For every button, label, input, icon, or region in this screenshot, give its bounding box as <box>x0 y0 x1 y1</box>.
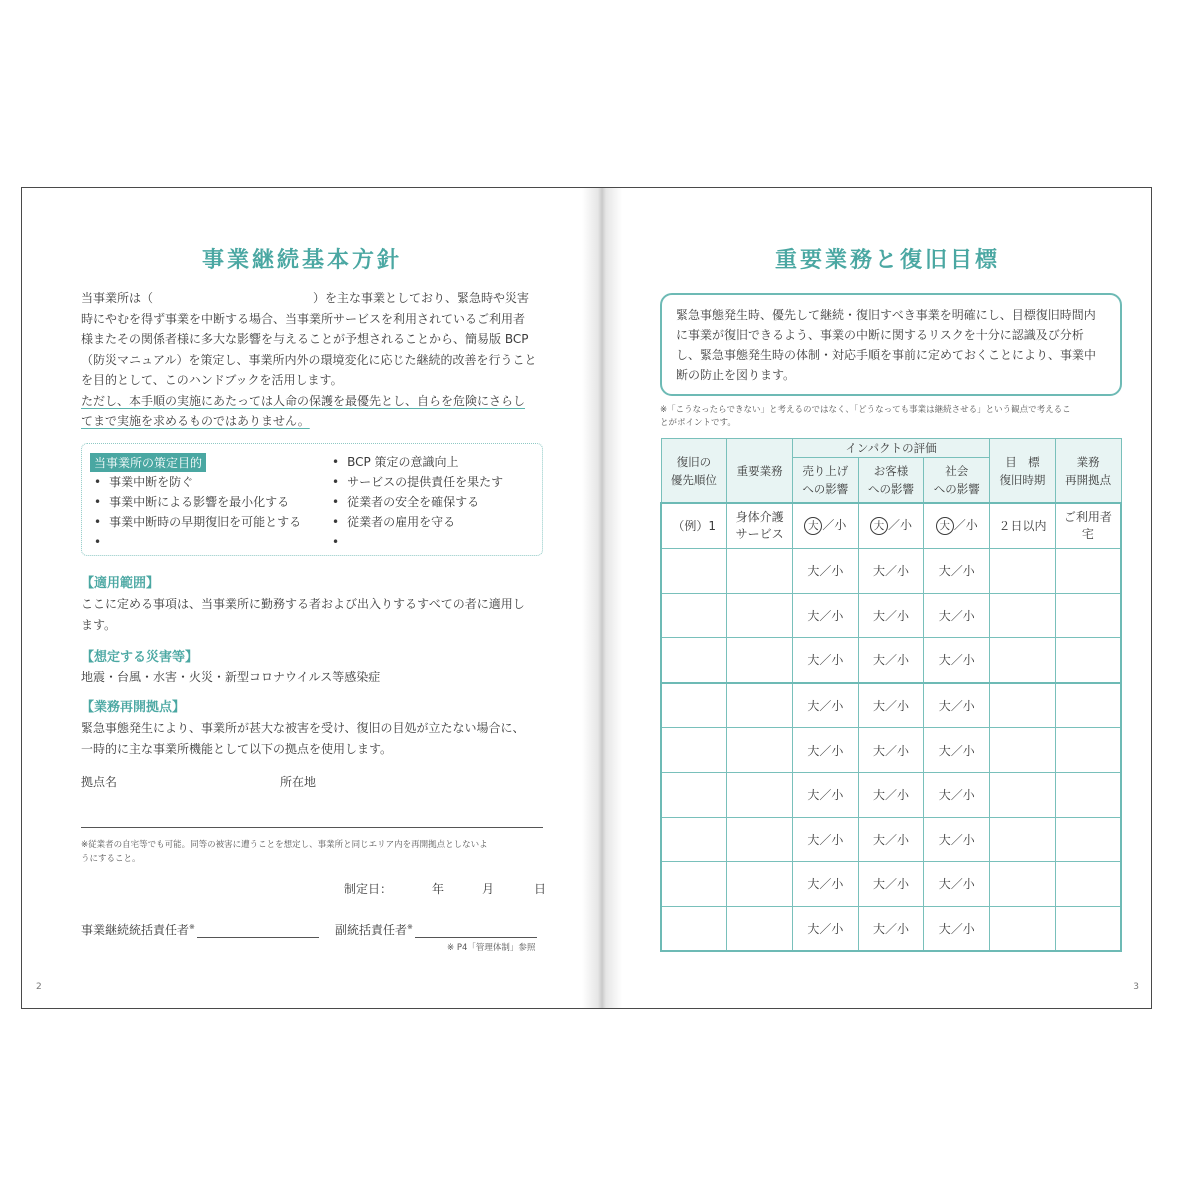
table-body <box>661 503 1121 951</box>
base-text: 緊急事態発生により、事業所が甚大な被害を受け、復旧の目処が立たない場合に、 一時的に主な事業所機能として以下の拠点を使用します。 <box>81 721 525 756</box>
task-cell[interactable] <box>727 683 793 728</box>
viewpoint-note: ※「こうなったらできない」と考えるのではなく、「どうなっても事業は継続させる」という観点で考えるこ とがポイントです。 <box>660 405 1071 428</box>
task-cell[interactable] <box>727 862 793 907</box>
purpose-item: • 事業中断による影響を最小化する <box>94 492 301 512</box>
scope-text: ここに定める事項は、当事業所に勤務する者および出入りするすべての者に適用し ます。 <box>81 597 525 632</box>
impact-customer-cell[interactable]: 大／小 <box>858 817 924 862</box>
table-row <box>661 593 1121 638</box>
table-row <box>661 906 1121 951</box>
table-row <box>661 683 1121 728</box>
priority-cell[interactable] <box>661 862 727 907</box>
year-label: 年 <box>432 882 445 896</box>
impact-sales-cell[interactable]: 大／小 <box>792 549 858 594</box>
impact-society-cell[interactable]: 大／小 <box>924 906 990 951</box>
impact-customer-cell[interactable]: 大／小 <box>858 638 924 683</box>
impact-customer-cell[interactable]: 大／小 <box>858 549 924 594</box>
priority-cell[interactable] <box>661 772 727 817</box>
task-cell[interactable] <box>727 772 793 817</box>
vice-manager-blank[interactable] <box>415 927 537 938</box>
recovery-target-table <box>660 438 1122 952</box>
intro-text: 当事業所は（ ）を主な事業としており、緊急時や災害 時にやむを得ず事業を中断する場合、当事業所サービスを利用されているご利用者 様またその関係者様に多大な影響を与えることが予想されることから、簡易版 BCP （防災マニュアル）を策定し、事業所内外の環境変化に応じた継続的改善を行うこと を目的として、このハンドブックを活用します。 ただし、本手順の実施にあたっては人命の保護を最優先とし、自らを危険にさらし てまで実施を求めるものではありません。 <box>81 288 543 432</box>
example-base: ご利用者 宅 <box>1055 503 1121 549</box>
purpose-item: • 事業中断時の早期復旧を可能とする <box>94 512 301 532</box>
purpose-item: • 従業者の雇用を守る <box>332 512 503 532</box>
purpose-item: • サービスの提供責任を果たす <box>332 472 503 492</box>
impact-sales-cell[interactable]: 大／小 <box>792 728 858 773</box>
manager-field[interactable]: 事業継続統括責任者※ <box>81 921 319 938</box>
base-cell[interactable] <box>1055 638 1121 683</box>
task-cell[interactable] <box>727 728 793 773</box>
header-impact-customer: お客様 への影響 <box>858 458 924 504</box>
impact-society-cell[interactable]: 大／小 <box>924 862 990 907</box>
impact-sales-cell[interactable]: 大／小 <box>792 862 858 907</box>
task-cell[interactable] <box>727 593 793 638</box>
impact-sales-cell[interactable]: 大／小 <box>792 906 858 951</box>
base-name-label: 拠点名 <box>81 775 118 789</box>
table-row <box>661 728 1121 773</box>
target-cell[interactable] <box>990 817 1056 862</box>
priority-cell[interactable] <box>661 593 727 638</box>
example-task: 身体介護 サービス <box>727 503 793 549</box>
target-cell[interactable] <box>990 772 1056 817</box>
purpose-item: • 従業者の安全を確保する <box>332 492 503 512</box>
task-cell[interactable] <box>727 549 793 594</box>
purpose-item: • 事業中断を防ぐ <box>94 472 301 492</box>
base-entry-line[interactable] <box>81 827 543 828</box>
base-note: ※従業者の自宅等でも可能。同等の被害に遭うことを想定し、事業所と同じエリア内を再開拠点としないよ うにすること。 <box>81 840 488 864</box>
header-impact-society: 社会 への影響 <box>924 458 990 504</box>
base-cell[interactable] <box>1055 593 1121 638</box>
task-cell[interactable] <box>727 638 793 683</box>
date-label: 制定日： <box>344 882 393 896</box>
table-row <box>661 772 1121 817</box>
page-number: 3 <box>1133 982 1139 992</box>
task-cell[interactable] <box>727 817 793 862</box>
table-row <box>661 862 1121 907</box>
circled-option: 大 <box>936 517 954 535</box>
caution-line: てまで実施を求めるものではありません。 <box>81 414 310 428</box>
open-booklet <box>21 187 1152 1009</box>
purpose-item-blank[interactable] <box>94 532 301 552</box>
book-spine <box>582 188 622 1008</box>
circled-option: 大 <box>804 517 822 535</box>
purpose-list-1 <box>94 472 301 552</box>
header-impact-sales: 売り上げ への影響 <box>792 458 858 504</box>
header-base: 業務 再開拠点 <box>1055 439 1121 504</box>
base-cell[interactable] <box>1055 728 1121 773</box>
base-cell[interactable] <box>1055 817 1121 862</box>
header-task: 重要業務 <box>727 439 793 504</box>
priority-cell[interactable] <box>661 906 727 951</box>
target-cell[interactable] <box>990 593 1056 638</box>
header-target: 目 標 復旧時期 <box>990 439 1056 504</box>
impact-customer-cell[interactable]: 大／小 <box>858 772 924 817</box>
table-row <box>661 549 1121 594</box>
impact-society-cell[interactable]: 大／小 <box>924 549 990 594</box>
right-page <box>622 188 1153 1008</box>
impact-customer-cell[interactable]: 大／小 <box>858 862 924 907</box>
day-label: 日 <box>534 882 547 896</box>
base-cell[interactable] <box>1055 549 1121 594</box>
example-row <box>661 503 1121 549</box>
task-cell[interactable] <box>727 906 793 951</box>
header-priority: 復旧の 優先順位 <box>661 439 727 504</box>
reference-note: ※ P4「管理体制」参照 <box>447 943 536 953</box>
target-cell[interactable] <box>990 862 1056 907</box>
page-title: 重要業務と復旧目標 <box>774 248 1000 273</box>
purpose-tag: 当事業所の策定目的 <box>90 453 206 472</box>
table-row <box>661 817 1121 862</box>
priority-cell[interactable] <box>661 638 727 683</box>
disaster-text: 地震・台風・水害・火災・新型コロナウイルス等感染症 <box>81 670 381 684</box>
impact-sales-cell[interactable]: 大／小 <box>792 817 858 862</box>
example-impact-society: 大 ／小 <box>924 503 990 549</box>
intro-bubble: 緊急事態発生時、優先して継続・復旧すべき事業を明確にし、目標復旧時間内 に事業が復旧できるよう、事業の中断に関するリスクを十分に認識及び分析 し、緊急事態発生時の体制・対応手順を事前に定めておくことにより、事業中 断の防止を図ります。 <box>660 293 1122 396</box>
priority-cell[interactable] <box>661 817 727 862</box>
purpose-item-blank[interactable] <box>332 532 503 552</box>
impact-society-cell[interactable]: 大／小 <box>924 817 990 862</box>
example-target: ２日以内 <box>990 503 1056 549</box>
priority-cell[interactable] <box>661 549 727 594</box>
month-label: 月 <box>482 882 495 896</box>
impact-sales-cell[interactable]: 大／小 <box>792 593 858 638</box>
impact-customer-cell[interactable]: 大／小 <box>858 593 924 638</box>
caution-line: ただし、本手順の実施にあたっては人命の保護を最優先とし、自らを危険にさらし <box>81 393 526 408</box>
target-cell[interactable] <box>990 638 1056 683</box>
target-cell[interactable] <box>990 683 1056 728</box>
example-impact-customer: 大 ／小 <box>858 503 924 549</box>
table-row <box>661 638 1121 683</box>
manager-blank[interactable] <box>197 927 319 938</box>
impact-society-cell[interactable]: 大／小 <box>924 593 990 638</box>
purpose-box <box>81 443 543 556</box>
example-priority: （例）1 <box>661 503 727 549</box>
target-cell[interactable] <box>990 549 1056 594</box>
impact-society-cell[interactable]: 大／小 <box>924 728 990 773</box>
purpose-item: • BCP 策定の意識向上 <box>332 452 503 472</box>
impact-sales-cell[interactable]: 大／小 <box>792 772 858 817</box>
base-cell[interactable] <box>1055 862 1121 907</box>
target-cell[interactable] <box>990 906 1056 951</box>
impact-customer-cell[interactable]: 大／小 <box>858 906 924 951</box>
impact-society-cell[interactable]: 大／小 <box>924 638 990 683</box>
header-impact: インパクトの評価 <box>792 439 989 458</box>
disaster-heading: 【想定する災害等】 <box>81 650 199 665</box>
page-title: 事業継続基本方針 <box>201 248 402 273</box>
base-heading: 【業務再開拠点】 <box>81 700 186 715</box>
impact-sales-cell[interactable]: 大／小 <box>792 683 858 728</box>
page-number: 2 <box>36 982 42 992</box>
base-cell[interactable] <box>1055 683 1121 728</box>
priority-cell[interactable] <box>661 683 727 728</box>
base-address-label: 所在地 <box>280 775 317 789</box>
impact-customer-cell[interactable]: 大／小 <box>858 728 924 773</box>
impact-sales-cell[interactable]: 大／小 <box>792 638 858 683</box>
circled-option: 大 <box>870 517 888 535</box>
impact-society-cell[interactable]: 大／小 <box>924 683 990 728</box>
impact-society-cell[interactable]: 大／小 <box>924 772 990 817</box>
base-cell[interactable] <box>1055 772 1121 817</box>
priority-cell[interactable] <box>661 728 727 773</box>
purpose-list-2 <box>332 452 503 552</box>
scope-heading: 【適用範囲】 <box>81 576 160 591</box>
vice-manager-field[interactable]: 副統括責任者※ <box>335 921 537 938</box>
example-impact-sales: 大 ／小 <box>792 503 858 549</box>
target-cell[interactable] <box>990 728 1056 773</box>
base-cell[interactable] <box>1055 906 1121 951</box>
impact-customer-cell[interactable]: 大／小 <box>858 683 924 728</box>
left-page <box>22 188 582 1008</box>
